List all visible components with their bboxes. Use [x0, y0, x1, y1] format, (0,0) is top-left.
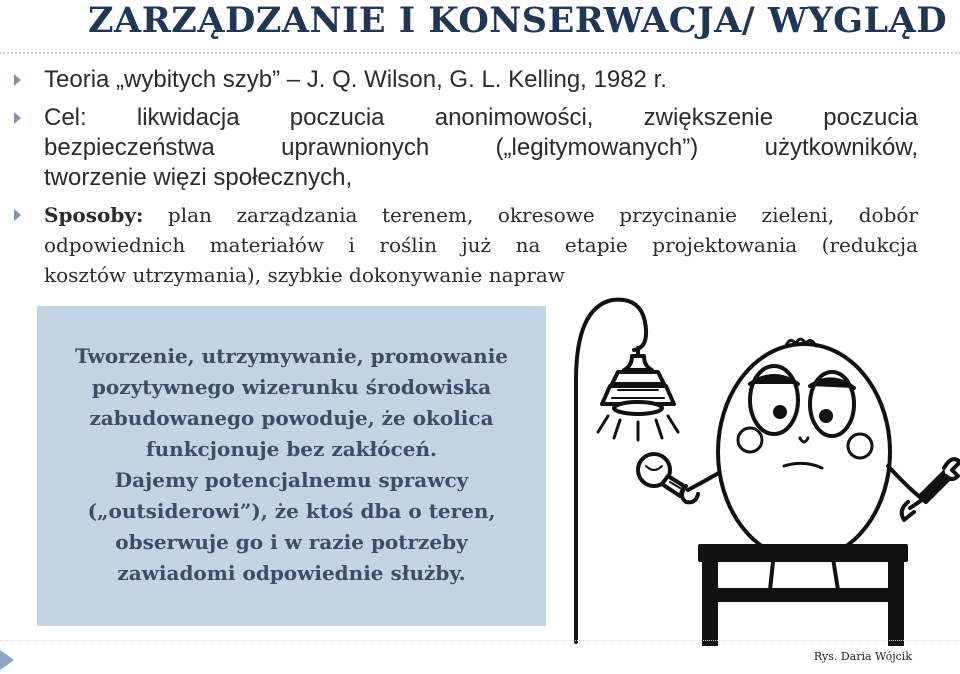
bullet-2 [44, 103, 918, 193]
bullet-1-line: Teoria „wybitych szyb” – J. Q. Wilson, G. L. Kelling, 1982 r. [44, 66, 667, 93]
note-line: („outsiderowi”), że ktoś dba o teren, [87, 499, 496, 523]
footer-divider [0, 640, 960, 641]
bullet-arrow-icon [14, 112, 21, 124]
note-line: zawiadomi odpowiednie służby. [117, 561, 466, 585]
bullet-arrow-icon [14, 209, 21, 221]
lightbulb-icon [638, 454, 684, 496]
note-line: pozytywnego wizerunku środowiska [91, 375, 492, 399]
slide-title: ZARZĄDZANIE I KONSERWACJA/ WYGLĄD [88, 0, 948, 41]
bullet-1 [44, 65, 667, 95]
bullet-2-line: Cel: likwidacja poczucia anonimowości, zwiększenie poczucia [44, 104, 918, 131]
note-line: zabudowanego powoduje, że okolica [89, 406, 494, 430]
lamp-post [576, 300, 646, 642]
title-divider [0, 52, 960, 54]
note-line: funkcjonuje bez zakłóceń. [146, 437, 437, 461]
bullet-3-line-1 [44, 200, 918, 230]
note-box-text [37, 341, 546, 589]
cartoon-illustration [548, 290, 960, 646]
bullet-3-label: Sposoby: [44, 203, 144, 227]
note-line: obserwuje go i w razie potrzeby [115, 530, 468, 554]
table-drawing [700, 546, 906, 646]
footer-arrow-icon [0, 650, 14, 670]
bullet-3-line: plan zarządzania terenem, okresowe przycinanie zieleni, dobór [143, 203, 918, 227]
lamp-shade-icon [602, 356, 674, 414]
illustration-credit: Rys. Daria Wójcik [813, 650, 912, 663]
note-line: Dajemy potencjalnemu sprawcy [114, 468, 469, 492]
bullet-2-line: tworzenie więzi społecznych, [44, 164, 353, 191]
bullet-2-line: bezpieczeństwa uprawnionych („legitymowanych”) użytkowników, [44, 134, 918, 161]
bullet-3-line: kosztów utrzymania), szybkie dokonywanie napraw [44, 263, 565, 287]
bullet-arrow-icon [14, 74, 21, 86]
note-line: Tworzenie, utrzymywanie, promowanie [74, 344, 509, 368]
bullet-3 [44, 200, 918, 290]
bullet-3-line: odpowiednich materiałów i roślin już na etapie projektowania (redukcja [44, 233, 918, 257]
